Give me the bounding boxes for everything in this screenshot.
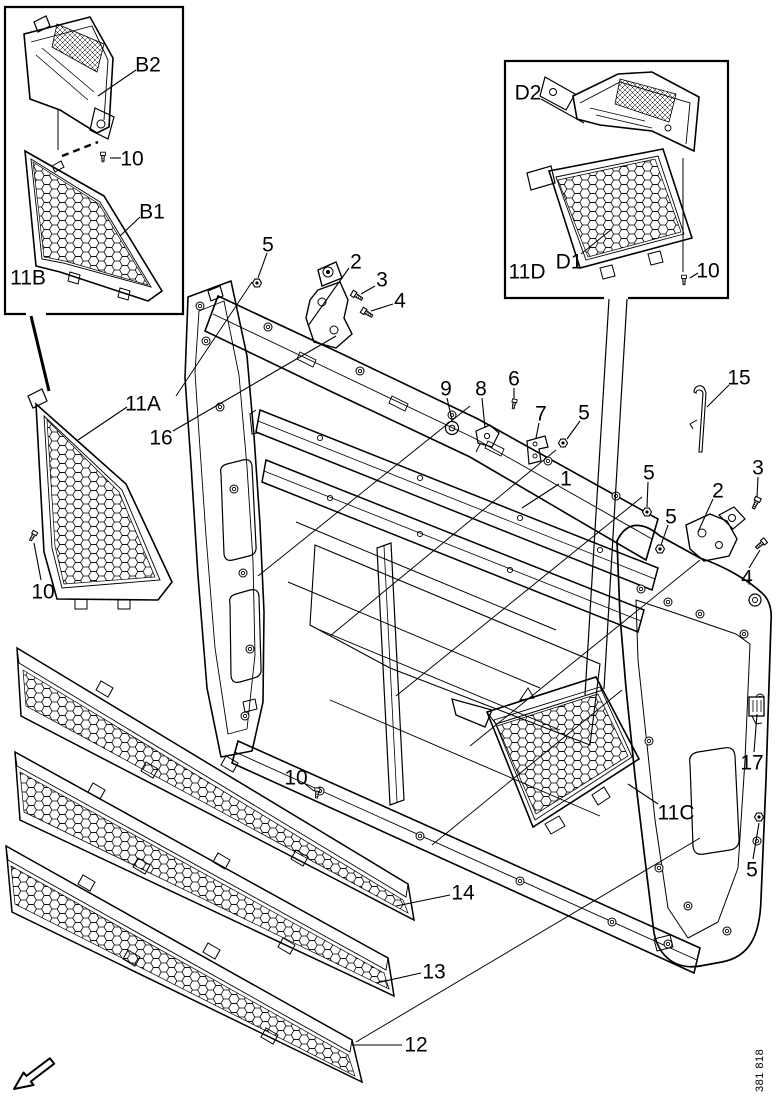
leader-5-8: [258, 253, 267, 278]
direction-arrow-icon: [14, 1058, 54, 1089]
callout-15-21: 15: [727, 366, 751, 390]
leader-16-13: [173, 336, 336, 431]
leader-10-14: [34, 543, 41, 580]
inset-box-11d: [505, 61, 728, 695]
callout-11a-12: 11A: [125, 392, 161, 416]
callout-13-32: 13: [422, 960, 446, 984]
leader-d2-4: [541, 99, 584, 123]
front-frame-right-pillar: [617, 525, 771, 966]
screw-10-inset-b: [101, 152, 106, 162]
callout-4-11: 4: [394, 289, 406, 313]
callout-16-13: 16: [149, 426, 173, 450]
grille-insert-11a: [28, 389, 172, 609]
nut-5: [656, 545, 665, 553]
leader-5-22: [647, 482, 648, 507]
callout-10-27: 10: [284, 766, 308, 790]
callout-5-22: 5: [643, 461, 655, 485]
callout-12-33: 12: [404, 1033, 428, 1057]
screw-10-left: [28, 530, 38, 541]
leader-3-10: [361, 286, 375, 294]
callout-4-26: 4: [741, 566, 753, 590]
callout-5-8: 5: [262, 233, 274, 257]
headlamp-b2: [24, 16, 114, 139]
screw-3-right: [751, 496, 762, 509]
leader-2-24: [698, 499, 713, 532]
callout-5-19: 5: [578, 401, 590, 425]
leader-3-23: [757, 477, 758, 497]
callout-5-30: 5: [746, 858, 758, 882]
leader-b2-0: [98, 70, 136, 96]
pin-15: [690, 386, 706, 452]
leader-11c-28: [628, 784, 658, 804]
callout-6-17: 6: [508, 367, 520, 391]
leader-15-21: [707, 385, 729, 407]
leader-17-29: [754, 714, 757, 752]
callout-10-6: 10: [696, 259, 720, 283]
callout-d1-5: D1: [555, 250, 583, 274]
callout-9-15: 9: [440, 377, 452, 401]
leader-14-31: [396, 895, 450, 906]
callout-2-9: 2: [350, 250, 362, 274]
callout-d2-4: D2: [514, 81, 542, 105]
nut-5: [253, 279, 262, 287]
leader-4-26: [749, 550, 760, 568]
grille-insert-11c: [452, 677, 639, 834]
screw-10-inset-d: [682, 275, 687, 285]
callout-3-23: 3: [752, 456, 764, 480]
front-frame-left-pillar: [185, 281, 264, 757]
callout-b1-2: B1: [139, 200, 165, 224]
screw-6: [511, 399, 517, 409]
nut-5: [755, 813, 764, 821]
callout-b2-0: B2: [135, 53, 161, 77]
screw-4-right: [754, 538, 767, 550]
callout-2-24: 2: [712, 479, 724, 503]
grille-d1: [527, 149, 692, 279]
screw-3: [350, 290, 363, 301]
nut-5: [643, 508, 652, 516]
leader-8-16: [482, 398, 485, 428]
callout-17-29: 17: [740, 751, 764, 775]
leader-11a-12: [78, 407, 127, 440]
callout-11c-28: 11C: [657, 801, 695, 825]
leader-4-11: [371, 304, 393, 311]
screw-4: [360, 307, 373, 318]
callout-11b-3: 11B: [10, 266, 46, 290]
callout-3-10: 3: [376, 268, 388, 292]
bracket-2-right: [686, 507, 745, 561]
callout-7-18: 7: [535, 402, 547, 426]
callout-8-16: 8: [475, 377, 487, 401]
leader-1-20: [522, 484, 559, 508]
lower-crossmember: [262, 460, 644, 632]
nut-5: [559, 439, 568, 447]
callout-10-1: 10: [120, 147, 144, 171]
figure-number: 381 818: [754, 1048, 766, 1092]
callout-1-20: 1: [560, 467, 572, 491]
callout-5-25: 5: [665, 505, 677, 529]
grille-bar-14: [17, 648, 414, 920]
callout-10-14: 10: [31, 580, 55, 604]
bracket-2-top: [306, 262, 352, 348]
callout-14-31: 14: [451, 881, 475, 905]
front-frame-top-rail: [205, 296, 658, 560]
callout-11d-7: 11D: [508, 260, 546, 284]
